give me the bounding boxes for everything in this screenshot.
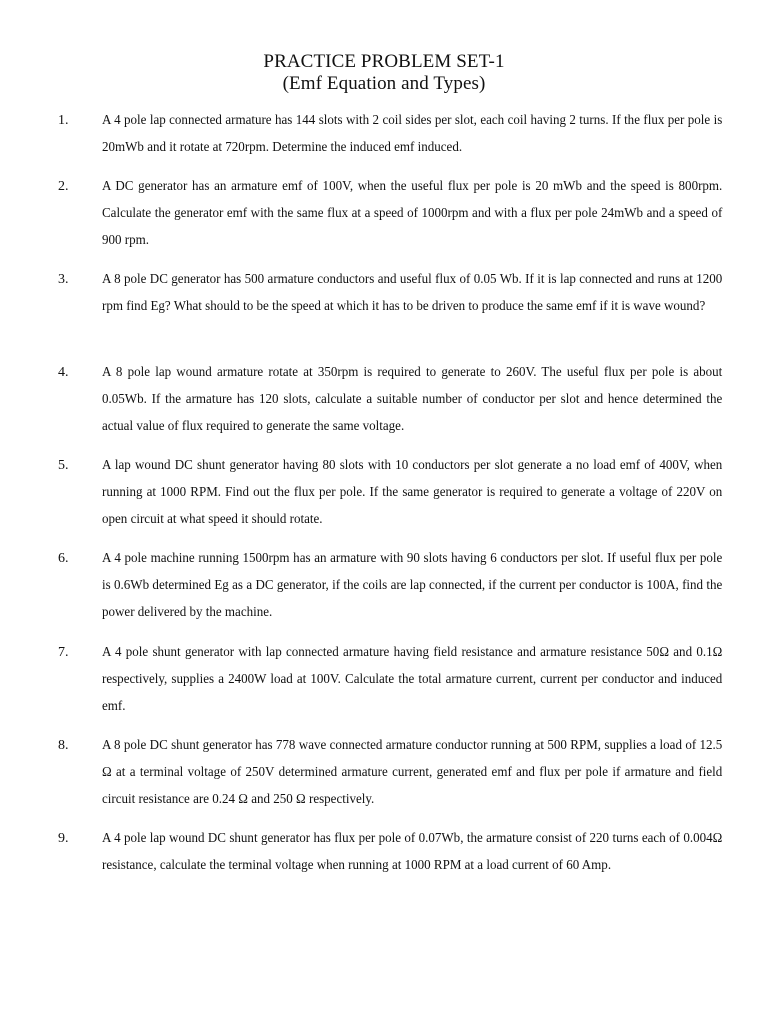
problem-text: A 8 pole lap wound armature rotate at 350rpm is required to generate to 260V. The useful flux per pole is about 0.05Wb. If the armature has 120 slots, calculate a suitable number of conductor per slot and hence determined the actual value of flux required to generate the same voltage. [102, 365, 723, 434]
problem-number: 9. [58, 831, 69, 846]
document-subtitle: (Emf Equation and Types) [282, 73, 486, 94]
problem-text: A 8 pole DC shunt generator has 778 wave connected armature conductor running at 500 RPM, supplies a load of 12.5 Ω at a terminal voltage of 250V determined armature current, generated emf and flux per pole if armature and field circuit resistance are 0.24 Ω and 250 Ω respectively. [102, 738, 723, 807]
problem-text: A 4 pole lap connected armature has 144 slots with 2 coil sides per slot, each coil having 2 turns. If the flux per pole is 20mWb and it rotate at 720rpm. Determine the induced emf induced. [102, 113, 723, 155]
problem-number: 8. [58, 738, 69, 753]
problem-number: 3. [58, 272, 69, 287]
problem-text: A lap wound DC shunt generator having 80 slots with 10 conductors per slot generate a no load emf of 400V, when running at 1000 RPM. Find out the flux per pole. If the same generator is required to generate a voltage of 220V on open circuit at what speed it should rotate. [102, 458, 723, 527]
problem-number: 6. [58, 551, 69, 566]
problem-number: 2. [58, 179, 69, 194]
problem-number: 1. [58, 113, 69, 128]
problem-number: 4. [58, 365, 69, 380]
problem-number: 7. [58, 645, 69, 660]
problem-number: 5. [58, 458, 69, 473]
problem-text: A 8 pole DC generator has 500 armature conductors and useful flux of 0.05 Wb. If it is lap connected and runs at 1200 rpm find Eg? What should to be the speed at which it has to be driven to produce the same emf if it is wave wound? [102, 272, 723, 314]
problem-text: A 4 pole machine running 1500rpm has an armature with 90 slots having 6 conductors per slot. If useful flux per pole is 0.6Wb determined Eg as a DC generator, if the coils are lap connected, if the current per conductor is 100A, find the power delivered by the machine. [102, 551, 723, 620]
problem-text: A 4 pole lap wound DC shunt generator has flux per pole of 0.07Wb, the armature consist of 220 turns each of 0.004Ω resistance, calculate the terminal voltage when running at 1000 RPM at a load current of 60 Amp. [102, 831, 723, 873]
problem-text: A 4 pole shunt generator with lap connected armature having field resistance and armature resistance 50Ω and 0.1Ω respectively, supplies a 2400W load at 100V. Calculate the total armature current, current per conductor and induced emf. [102, 645, 723, 714]
document-title: PRACTICE PROBLEM SET-1 [263, 51, 505, 72]
problem-text: A DC generator has an armature emf of 100V, when the useful flux per pole is 20 mWb and the speed is 800rpm. Calculate the generator emf with the same flux at a speed of 1000rpm and with a flux per pole 24mWb and a speed of 900 rpm. [102, 179, 723, 248]
